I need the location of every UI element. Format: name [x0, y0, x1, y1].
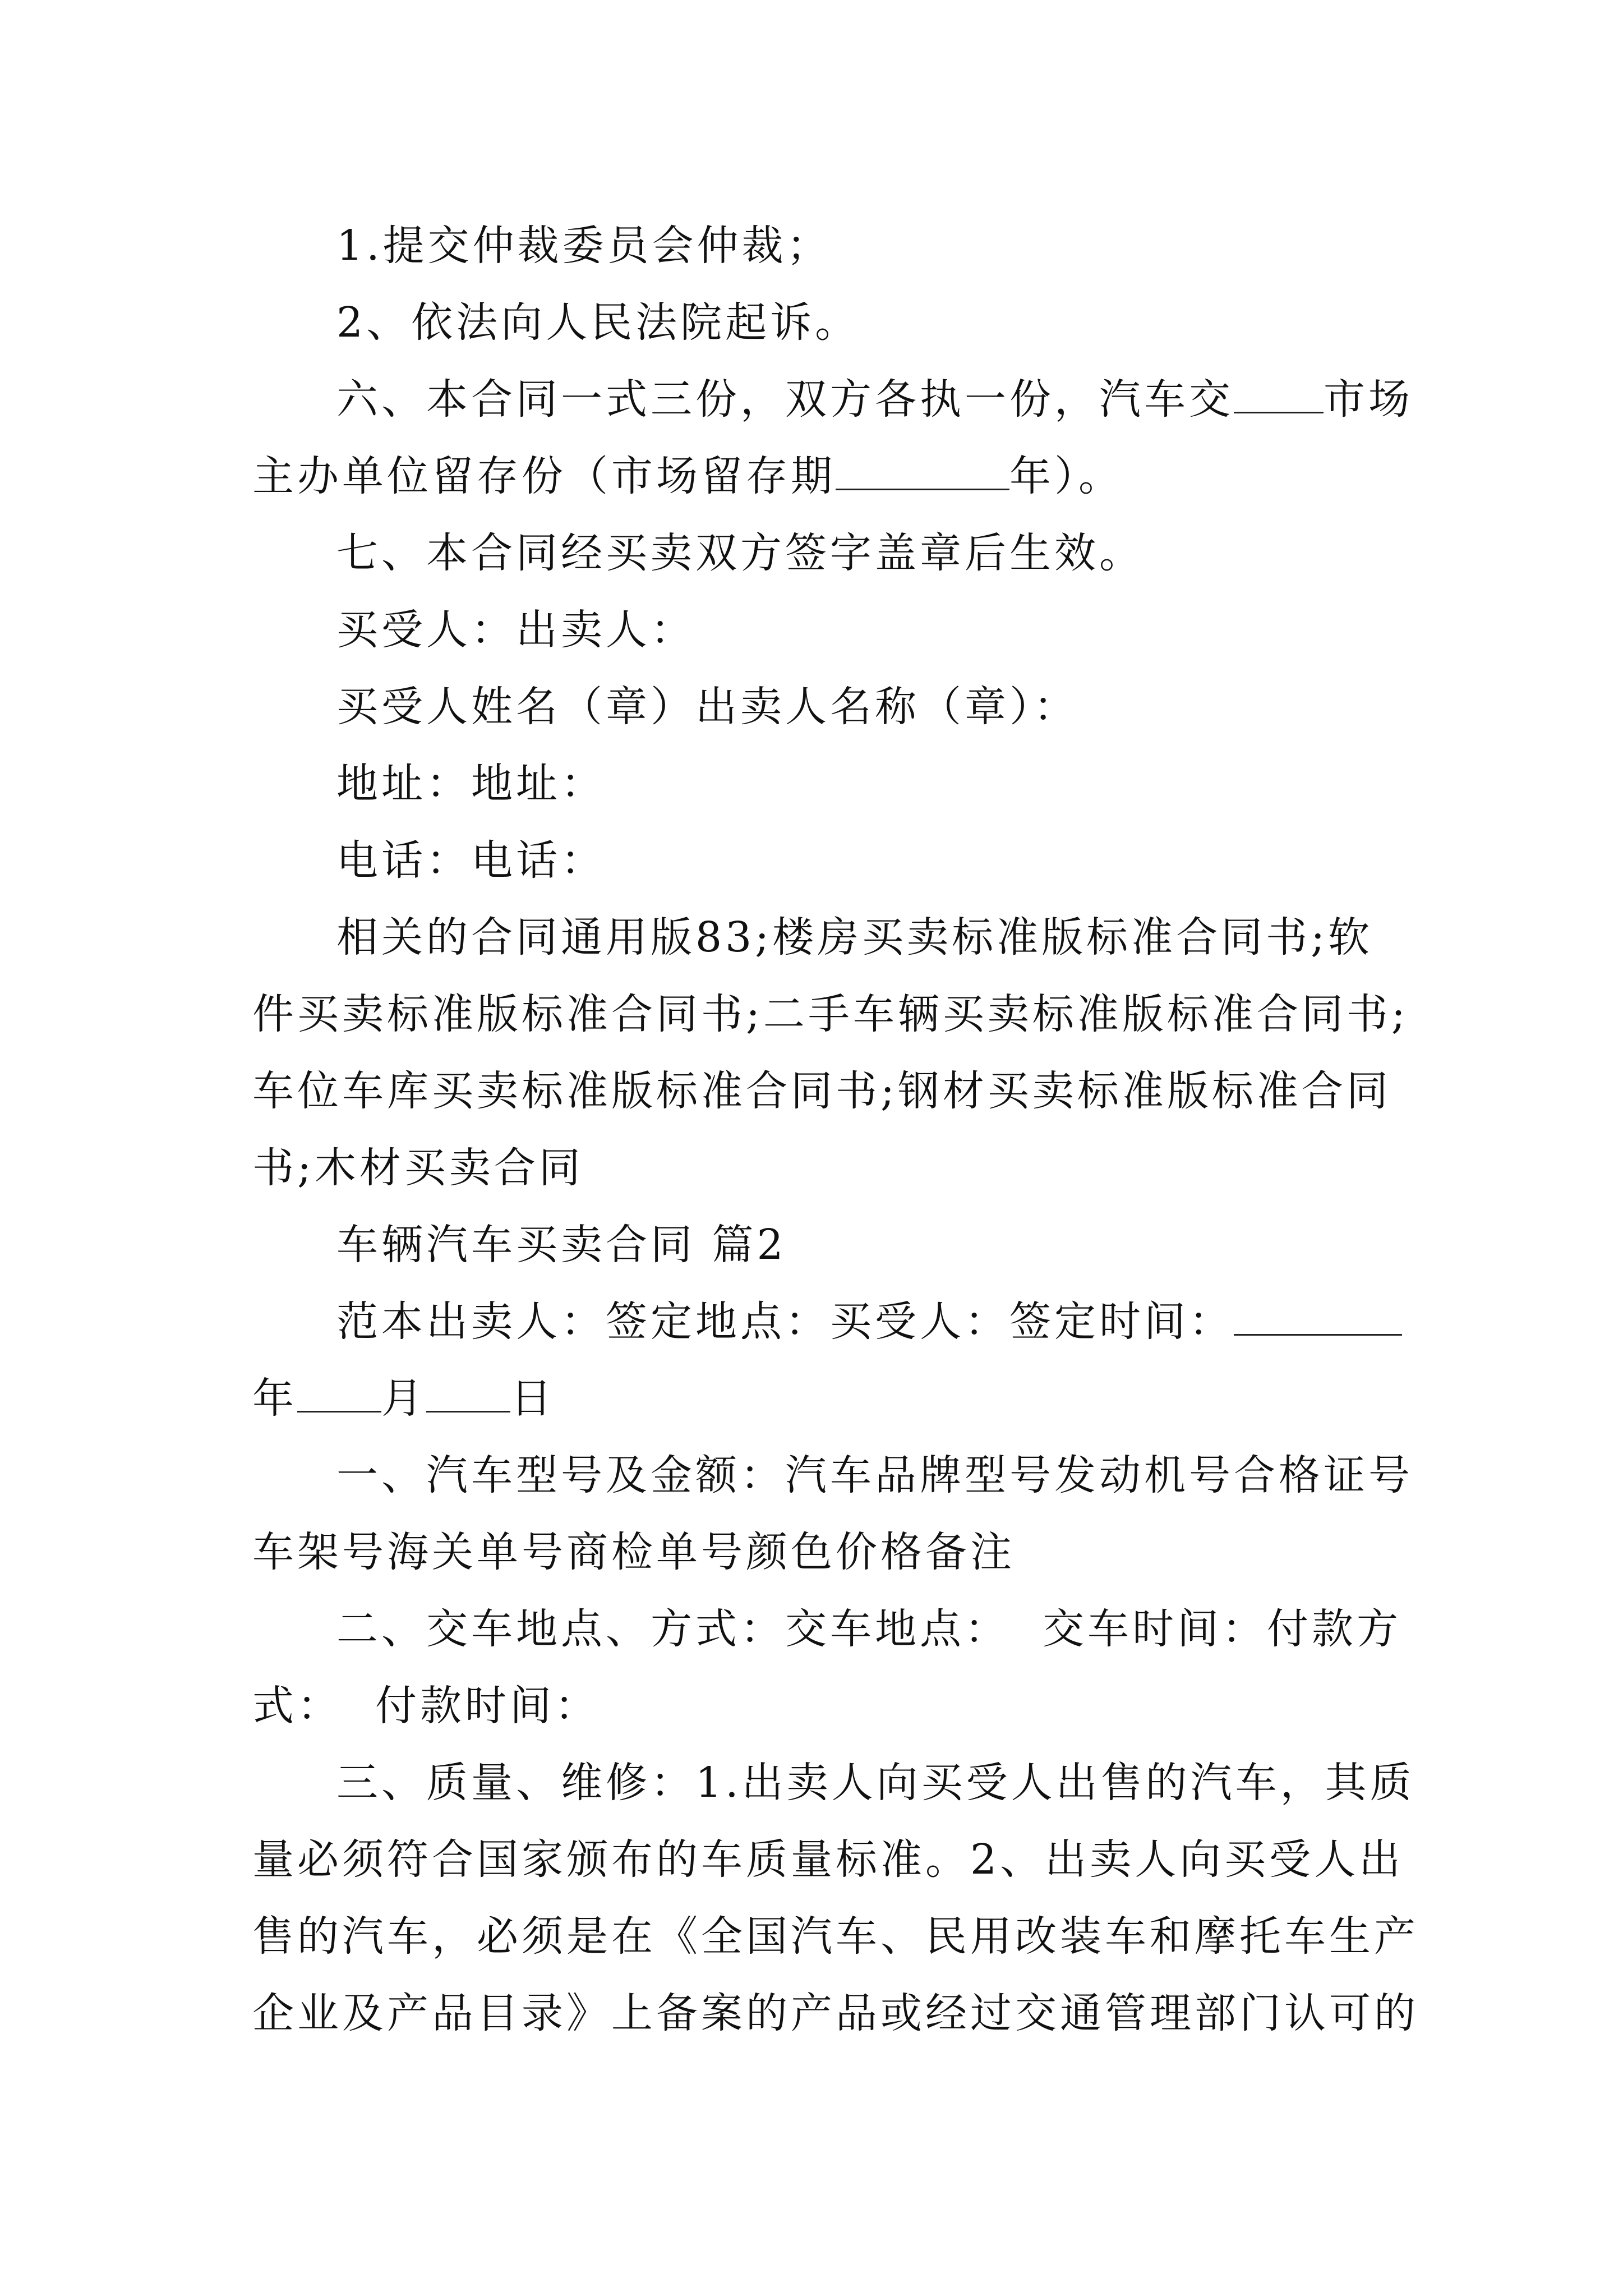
clause-quality: 售的汽车，必须是在《全国汽车、民用改装车和摩托车生产 [252, 1912, 1419, 1961]
paragraph-template-header: 范本出卖人：签定地点：买受人：签定时间： [336, 1294, 1402, 1350]
clause-model-amount: 车架号海关单号商检单号颜色价格备注 [252, 1528, 1015, 1576]
blank-underline [1234, 1299, 1402, 1336]
clause-delivery: 二、交车地点、方式：交车地点： 交车时间：付款方 [336, 1605, 1402, 1653]
section-heading: 车辆汽车买卖合同 篇2 [336, 1221, 787, 1269]
signature-parties: 买受人：出卖人： [336, 606, 695, 654]
paragraph-date: 年 月 日 [252, 1374, 555, 1423]
related-contracts: 件买卖标准版标准合同书;二手车辆买卖标准版标准合同书; [252, 990, 1409, 1038]
clause-quality: 三、质量、维修：1.出卖人向买受人出售的汽车，其质 [336, 1759, 1415, 1807]
blank-underline [836, 454, 1009, 490]
paragraph-copies: 六、本合同一式三份，双方各执一份，汽车交 市场 [336, 375, 1413, 424]
blank-underline [426, 1376, 510, 1412]
paragraph-copies-cont: 主办单位留存份（市场留存期 年）。 [252, 452, 1123, 500]
signature-phone: 电话：电话： [336, 836, 606, 885]
clause-quality: 企业及产品目录》上备案的产品或经过交通管理部门认可的 [252, 1989, 1419, 2037]
related-contracts: 书;木材买卖合同 [252, 1144, 584, 1192]
related-contracts: 相关的合同通用版83;楼房买卖标准版标准合同书;软 [336, 913, 1373, 961]
clause-model-amount: 一、汽车型号及金额：汽车品牌型号发动机号合格证号 [336, 1451, 1413, 1499]
blank-underline [297, 1376, 381, 1412]
clause-delivery: 式： 付款时间： [252, 1682, 600, 1730]
signature-names: 买受人姓名（章）出卖人名称（章）： [336, 683, 1078, 731]
related-contracts: 车位车库买卖标准版标准合同书;钢材买卖标准版标准合同 [252, 1067, 1391, 1115]
clause-quality: 量必须符合国家颁布的车质量标准。2、出卖人向买受人出 [252, 1835, 1404, 1884]
paragraph-effective: 七、本合同经买卖双方签字盖章后生效。 [336, 529, 1144, 577]
paragraph-arbitration: 1.提交仲裁委员会仲裁； [336, 222, 832, 270]
paragraph-lawsuit: 2、依法向人民法院起诉。 [336, 298, 860, 347]
blank-underline [1234, 377, 1324, 413]
signature-address: 地址：地址： [336, 760, 606, 808]
